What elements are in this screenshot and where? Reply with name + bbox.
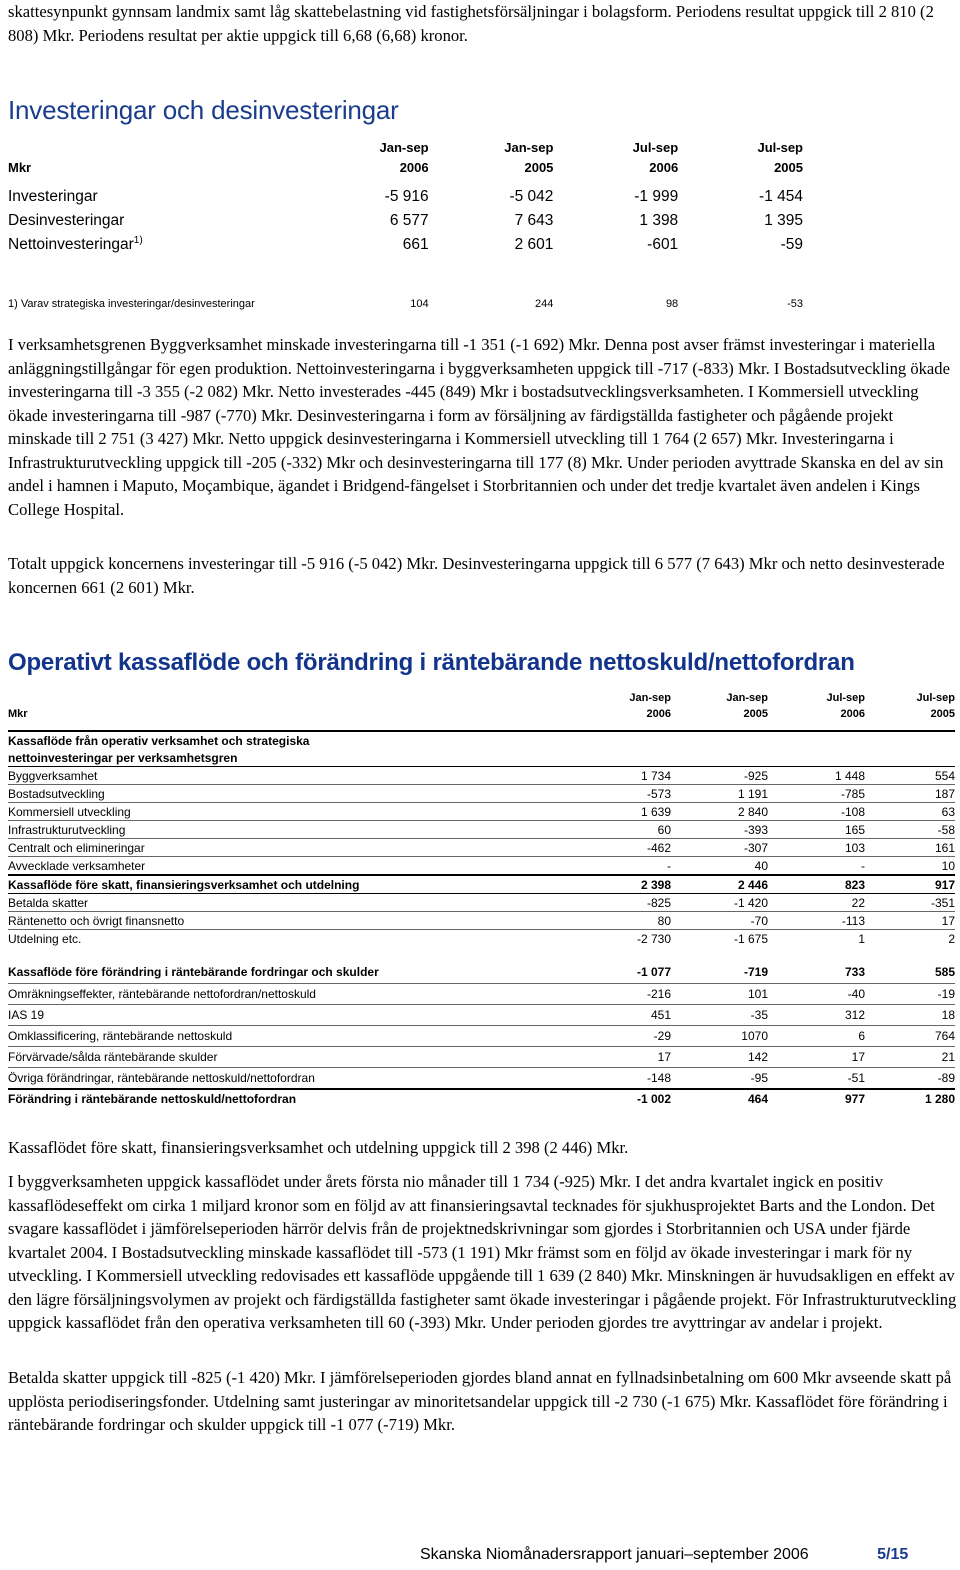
table-row bbox=[8, 857, 955, 876]
cell: -719 bbox=[743, 965, 768, 979]
subtotal-row bbox=[8, 961, 955, 984]
subtotal-row bbox=[8, 875, 955, 894]
col-year: 2006 bbox=[646, 708, 671, 720]
col-period: Jul-sep bbox=[826, 692, 865, 704]
row-label: Räntenetto och övrigt finansnetto bbox=[8, 912, 568, 930]
cell: 22 bbox=[768, 894, 865, 912]
row-label: Omräkningseffekter, räntebärande nettofordran/nettoskuld bbox=[8, 984, 568, 1005]
col-period: Jan-sep bbox=[379, 139, 429, 155]
section1-title: Investeringar och desinvesteringar bbox=[8, 95, 399, 125]
col-year: 2005 bbox=[524, 159, 554, 175]
cell: -601 bbox=[647, 236, 679, 253]
page-number: 5/15 bbox=[877, 1546, 909, 1563]
cell: 7 643 bbox=[514, 212, 554, 229]
cell: -58 bbox=[865, 821, 955, 839]
footnote-marker: 1) bbox=[133, 235, 143, 247]
cell: 1070 bbox=[671, 1026, 768, 1047]
cell: -19 bbox=[865, 984, 955, 1005]
cell: 244 bbox=[535, 298, 554, 310]
col-year: 2006 bbox=[840, 708, 865, 720]
cell: -925 bbox=[671, 767, 768, 785]
cell: -40 bbox=[768, 984, 865, 1005]
cell: 60 bbox=[568, 821, 671, 839]
row-label-text: Nettoinvesteringar bbox=[8, 236, 134, 254]
cell: 40 bbox=[671, 857, 768, 876]
cell: 1 191 bbox=[671, 785, 768, 803]
cell: -1 002 bbox=[568, 1089, 671, 1107]
cell: -108 bbox=[768, 803, 865, 821]
col-period: Jan-sep bbox=[629, 692, 671, 704]
cell: 2 601 bbox=[514, 236, 554, 253]
cell: 2 446 bbox=[671, 875, 768, 894]
row-label: IAS 19 bbox=[8, 1005, 568, 1026]
cell: 6 bbox=[768, 1026, 865, 1047]
table-row bbox=[8, 185, 803, 209]
row-label: Avvecklade verksamheter bbox=[8, 857, 568, 876]
table-row bbox=[8, 821, 955, 839]
row-label: Desinvesteringar bbox=[8, 212, 125, 229]
cell: -29 bbox=[568, 1026, 671, 1047]
row-label: Förvärvade/sålda räntebärande skulder bbox=[8, 1047, 568, 1068]
col-period: Jul-sep bbox=[916, 692, 955, 704]
cell: -785 bbox=[768, 785, 865, 803]
col-year: 2005 bbox=[930, 708, 955, 720]
cell: 823 bbox=[768, 875, 865, 894]
investments-table bbox=[8, 137, 803, 315]
cell: 187 bbox=[865, 785, 955, 803]
table-row bbox=[8, 912, 955, 930]
section1-paragraph-1: I verksamhetsgrenen Byggverksamhet minskade investeringarna till -1 351 (-1 692) Mkr. Denna post avser främst investeringar i materiella anläggningstillgångar för egen produktion. Nettoinvesteringarna i byggverksamheten uppgick till -717 (-833) Mkr. I Bostadsutveckling ökade investeringarna till -3 355 (-2 082) Mkr. Netto investerades -445 (849) Mkr i bostadsutvecklingsverksamheten. I Kommersiell utveckling ökade investeringarna till -987 (-770) Mkr. Desinvesteringarna i form av försäljning av färdigställda fastigheter och pågående projekt minskade till 2 751 (3 427) Mkr. Netto uppgick desinvesteringarna i Kommersiell utveckling till 1 764 (2 657) Mkr. Investeringarna i Infrastrukturutveckling uppgick till -205 (-332) Mkr och desinvesteringarna till 177 (8) Mkr. Under perioden avyttrade Skanska en del av sin andel i hamnen i Maputo, Moçambique, ägandet i Bridgend-fängelset i Storbritannien och under det tredje kvartalet även andelen i Kings College Hospital. bbox=[8, 335, 950, 519]
cell: 17 bbox=[865, 912, 955, 930]
cell: 2 840 bbox=[671, 803, 768, 821]
cell: 161 bbox=[865, 839, 955, 857]
cell: 733 bbox=[844, 965, 865, 979]
cell: -70 bbox=[671, 912, 768, 930]
table-row bbox=[8, 894, 955, 912]
col-period: Jul-sep bbox=[632, 139, 679, 155]
cell: -5 916 bbox=[384, 188, 429, 205]
section2-paragraph-1: Kassaflödet före skatt, finansieringsverksamhet och utdelning uppgick till 2 398 (2 446) Mkr. bbox=[8, 1138, 629, 1157]
cell: -113 bbox=[768, 912, 865, 930]
table-row bbox=[8, 1068, 955, 1090]
intro-paragraph: skattesynpunkt gynnsam landmix samt låg skattebelastning vid fastighetsförsäljningar i bolagsform. Periodens resultat uppgick till 2 810 (2 808) Mkr. Periodens resultat per aktie uppgick till 6,68 (6,68) kronor. bbox=[8, 2, 934, 45]
unit-label: Mkr bbox=[8, 159, 32, 175]
total-row bbox=[8, 1089, 955, 1107]
cell: 21 bbox=[865, 1047, 955, 1068]
cell: 1 398 bbox=[639, 212, 679, 229]
cell: -307 bbox=[671, 839, 768, 857]
table-row bbox=[8, 1026, 955, 1047]
cell: 977 bbox=[768, 1089, 865, 1107]
footnote-label: 1) Varav strategiska investeringar/desinvesteringar bbox=[8, 298, 255, 310]
row-label: Bostadsutveckling bbox=[8, 785, 568, 803]
table-row bbox=[8, 785, 955, 803]
row-label: Förändring i räntebärande nettoskuld/nettofordran bbox=[8, 1089, 568, 1107]
cell: 2 398 bbox=[568, 875, 671, 894]
cell: -1 675 bbox=[671, 930, 768, 948]
blank-header bbox=[8, 137, 310, 157]
table-row bbox=[8, 839, 955, 857]
cell: -351 bbox=[865, 894, 955, 912]
row-label: Kassaflöde före förändring i räntebärande fordringar och skulder bbox=[8, 965, 379, 979]
cell: 17 bbox=[768, 1047, 865, 1068]
footnote-row bbox=[8, 293, 803, 315]
cell: 2 bbox=[865, 930, 955, 948]
cell: -1 077 bbox=[636, 965, 671, 979]
cell: -35 bbox=[671, 1005, 768, 1026]
cell: 554 bbox=[865, 767, 955, 785]
cell: 1 448 bbox=[768, 767, 865, 785]
table-row bbox=[8, 767, 955, 785]
col-year: 2005 bbox=[743, 708, 768, 720]
cell: 1 280 bbox=[865, 1089, 955, 1107]
section2-paragraph-2: I byggverksamheten uppgick kassaflödet under årets första nio månader till 1 734 (-925) Mkr. I det andra kvartalet ingick en positiv kassaflödeseffekt om cirka 1 miljard kronor som en följd av att finansieringsavtal tecknades för sjukhusprojektet Barts and the London. Det svagare kassaflödet i jämförelseperioden härrör delvis från de projektnedskrivningar som gjordes i Storbritannien och USA under fjärde kvartalet 2004. I Bostadsutveckling minskade kassaflödet till -573 (1 191) Mkr främst som en följd av ökade investeringar i mark för ny utveckling. I Kommersiell utveckling redovisades ett kassaflöde uppgående till 1 639 (2 840) Mkr. Minskningen är huvudsakligen en effekt av den lägre försäljningsvolymen av projekt och färdigställda fastigheter samt ökade investeringar i pågående projekt. För Infrastrukturutveckling uppgick kassaflödet från den operativa verksamheten till 60 (-393) Mkr. Under perioden gjordes tre avyttringar av andelar i projekt. bbox=[8, 1172, 957, 1332]
cell: -95 bbox=[671, 1068, 768, 1090]
row-label: Centralt och elimineringar bbox=[8, 839, 568, 857]
blank-header bbox=[8, 690, 568, 706]
cell: 98 bbox=[665, 298, 679, 310]
cell: 103 bbox=[768, 839, 865, 857]
cell: -89 bbox=[865, 1068, 955, 1090]
cell: -51 bbox=[768, 1068, 865, 1090]
section2-title: Operativt kassaflöde och förändring i räntebärande nettoskuld/nettofordran bbox=[8, 649, 855, 676]
cell: 17 bbox=[568, 1047, 671, 1068]
cell: 63 bbox=[865, 803, 955, 821]
section2-paragraph-3: Betalda skatter uppgick till -825 (-1 420) Mkr. I jämförelseperioden gjordes bland annat en fyllnadsinbetalning om 600 Mkr avseende skatt på upplösta periodiseringsfonder. Utdelning samt justeringar av minoritetsandelar uppgick till -2 730 (-1 675) Mkr. Kassaflödet före förändring i räntebärande fordringar och skulder uppgick till -1 077 (-719) Mkr. bbox=[8, 1368, 952, 1434]
cell: 18 bbox=[865, 1005, 955, 1026]
cell: 80 bbox=[568, 912, 671, 930]
cell: 101 bbox=[671, 984, 768, 1005]
col-period: Jul-sep bbox=[757, 139, 803, 155]
cell: -1 454 bbox=[759, 188, 803, 205]
table-row bbox=[8, 233, 803, 257]
row-label: Betalda skatter bbox=[8, 894, 568, 912]
group-heading: nettoinvesteringar per verksamhetsgren bbox=[8, 749, 955, 767]
cell: 1 bbox=[768, 930, 865, 948]
cell: -1 999 bbox=[634, 188, 679, 205]
table-row bbox=[8, 1005, 955, 1026]
cell: 1 639 bbox=[568, 803, 671, 821]
row-label: Kassaflöde före skatt, finansieringsverksamhet och utdelning bbox=[8, 875, 568, 894]
section1-paragraph-2: Totalt uppgick koncernens investeringar till -5 916 (-5 042) Mkr. Desinvesteringarna uppgick till 6 577 (7 643) Mkr och netto desinvesterade koncernen 661 (2 601) Mkr. bbox=[8, 554, 945, 597]
table-row bbox=[8, 1047, 955, 1068]
cell: - bbox=[768, 857, 865, 876]
row-label: Övriga förändringar, räntebärande nettoskuld/nettofordran bbox=[8, 1068, 568, 1090]
col-year: 2006 bbox=[649, 159, 679, 175]
cell: 165 bbox=[768, 821, 865, 839]
table-row bbox=[8, 930, 955, 948]
cell: -59 bbox=[780, 236, 803, 253]
cell: -1 420 bbox=[671, 894, 768, 912]
row-label: Kommersiell utveckling bbox=[8, 803, 568, 821]
group-heading: Kassaflöde från operativ verksamhet och strategiska bbox=[8, 731, 955, 749]
row-label: Omklassificering, räntebärande nettoskuld bbox=[8, 1026, 568, 1047]
cell: 764 bbox=[865, 1026, 955, 1047]
cell: 104 bbox=[410, 298, 429, 310]
col-year: 2005 bbox=[774, 159, 803, 175]
cell: 10 bbox=[865, 857, 955, 876]
table-row bbox=[8, 803, 955, 821]
cell: -148 bbox=[568, 1068, 671, 1090]
cell: 1 395 bbox=[764, 212, 803, 229]
cashflow-table bbox=[8, 690, 955, 1107]
cell: 917 bbox=[865, 875, 955, 894]
page-footer bbox=[420, 1546, 908, 1564]
cell: 451 bbox=[568, 1005, 671, 1026]
cell: -216 bbox=[568, 984, 671, 1005]
cell: 1 734 bbox=[568, 767, 671, 785]
cell: 464 bbox=[671, 1089, 768, 1107]
cell: -5 042 bbox=[509, 188, 554, 205]
row-label: Utdelning etc. bbox=[8, 930, 568, 948]
cell: -393 bbox=[671, 821, 768, 839]
row-label: Byggverksamhet bbox=[8, 767, 568, 785]
col-period: Jan-sep bbox=[504, 139, 554, 155]
cell: 585 bbox=[934, 965, 955, 979]
cell: 142 bbox=[671, 1047, 768, 1068]
col-period: Jan-sep bbox=[726, 692, 768, 704]
cell: 312 bbox=[768, 1005, 865, 1026]
cell: -825 bbox=[568, 894, 671, 912]
cell: -573 bbox=[568, 785, 671, 803]
row-label bbox=[8, 233, 310, 257]
cell: -462 bbox=[568, 839, 671, 857]
cell: - bbox=[568, 857, 671, 876]
cell: -53 bbox=[787, 298, 803, 310]
unit-label: Mkr bbox=[8, 708, 28, 720]
cell: -2 730 bbox=[568, 930, 671, 948]
col-year: 2006 bbox=[399, 159, 429, 175]
cell: 661 bbox=[402, 236, 429, 253]
footer-text: Skanska Niomånadersrapport januari–september 2006 bbox=[420, 1546, 809, 1563]
row-label: Investeringar bbox=[8, 188, 98, 205]
table-row bbox=[8, 984, 955, 1005]
cell: 6 577 bbox=[389, 212, 429, 229]
row-label: Infrastrukturutveckling bbox=[8, 821, 568, 839]
table-row bbox=[8, 209, 803, 233]
